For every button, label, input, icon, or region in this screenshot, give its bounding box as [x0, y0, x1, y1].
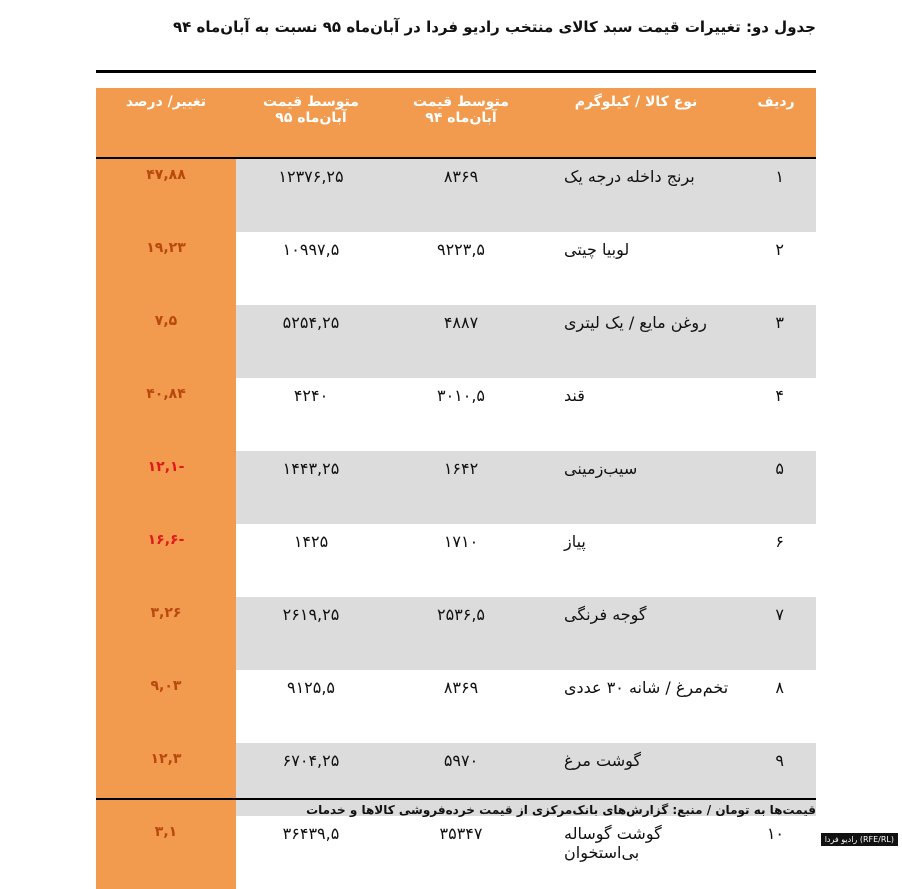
price-95: ۱۴۲۵	[293, 532, 329, 551]
item-name: گوشت مرغ	[536, 743, 736, 816]
item-name: تخم‌مرغ / شانه ۳۰ عددی	[564, 678, 729, 697]
item-name: روغن مایع / یک لیتری	[536, 305, 736, 378]
header-change: تغییر/ درصد	[96, 88, 236, 158]
change-percent: -۱۶,۶	[96, 524, 236, 597]
rfe-logo: رادیو فردا (RFE/RL)	[821, 833, 898, 846]
row-index: ۱۰	[766, 824, 784, 843]
footer-source: قیمت‌ها به تومان / منبع: گزارش‌های بانک‌مرکزی از قیمت خرده‌فروشی کالاها و خدمات	[306, 803, 816, 817]
header-avg94: متوسط قیمت آبان‌ماه ۹۴	[386, 88, 536, 158]
bottom-divider	[96, 798, 816, 800]
item-name: برنج داخله درجه یک	[536, 158, 736, 232]
table-row	[96, 670, 816, 743]
change-percent: -۱۲,۱	[96, 451, 236, 524]
header-row-index: ردیف	[736, 88, 816, 158]
table-row	[96, 451, 816, 524]
row-index: ۷	[736, 597, 816, 670]
header-avg95: متوسط قیمت آبان‌ماه ۹۵	[236, 88, 386, 158]
change-percent: ۷,۵	[96, 305, 236, 378]
price-95: ۵۲۵۴,۲۵	[236, 305, 386, 378]
table-row	[96, 378, 816, 451]
row-index: ۶	[775, 532, 784, 551]
price-95: ۳۶۴۳۹,۵	[282, 824, 340, 843]
row-index: ۳	[736, 305, 816, 378]
change-percent: ۱۲,۳	[96, 743, 236, 816]
row-index: ۱	[736, 158, 816, 232]
price-95: ۲۶۱۹,۲۵	[236, 597, 386, 670]
top-divider	[96, 70, 816, 73]
item-name: گوشت گوساله بی‌استخوان	[564, 824, 662, 862]
price-94: ۵۹۷۰	[386, 743, 536, 816]
row-index: ۲	[775, 240, 784, 259]
price-95: ۱۲۳۷۶,۲۵	[236, 158, 386, 232]
price-94: ۴۸۸۷	[386, 305, 536, 378]
item-name: گوجه فرنگی	[536, 597, 736, 670]
table-row	[96, 158, 816, 232]
table-row	[96, 816, 816, 889]
item-name: قند	[564, 386, 585, 405]
change-percent: ۹,۰۳	[96, 670, 236, 743]
row-index: ۸	[775, 678, 784, 697]
price-94: ۸۳۶۹	[386, 158, 536, 232]
header-row	[96, 88, 816, 158]
price-table	[96, 88, 816, 889]
change-percent: ۳,۲۶	[96, 597, 236, 670]
price-95: ۶۷۰۴,۲۵	[236, 743, 386, 816]
price-95: ۴۲۴۰	[293, 386, 329, 405]
row-index: ۹	[736, 743, 816, 816]
table-row	[96, 305, 816, 378]
price-94: ۱۷۱۰	[443, 532, 479, 551]
table-row	[96, 524, 816, 597]
price-94: ۳۰۱۰,۵	[436, 386, 486, 405]
table-body	[96, 158, 816, 889]
table-row	[96, 232, 816, 305]
price-94: ۳۵۳۴۷	[439, 824, 483, 843]
change-percent: ۴۰,۸۴	[96, 378, 236, 451]
price-94: ۱۶۴۲	[386, 451, 536, 524]
item-name: پیاز	[564, 532, 586, 551]
footer-note	[116, 801, 816, 819]
change-percent: ۳,۱	[96, 816, 236, 889]
price-94: ۹۲۲۳,۵	[436, 240, 486, 259]
item-name: لوبیا چیتی	[564, 240, 630, 259]
row-index: ۴	[775, 386, 784, 405]
header-item: نوع کالا / کیلوگرم	[536, 88, 736, 158]
item-name: سیب‌زمینی	[536, 451, 736, 524]
page-title: جدول دو: تغییرات قیمت سبد کالای منتخب رادیو فردا در آبان‌ماه ۹۵ نسبت به آبان‌ماه ۹۴	[172, 18, 816, 36]
change-percent: ۱۹,۲۳	[96, 232, 236, 305]
price-94: ۸۳۶۹	[443, 678, 479, 697]
change-percent: ۴۷,۸۸	[96, 158, 236, 232]
price-95: ۱۴۴۳,۲۵	[236, 451, 386, 524]
price-95: ۱۰۹۹۷,۵	[282, 240, 340, 259]
price-94: ۲۵۳۶,۵	[386, 597, 536, 670]
row-index: ۵	[736, 451, 816, 524]
price-95: ۹۱۲۵,۵	[286, 678, 336, 697]
table-row	[96, 597, 816, 670]
